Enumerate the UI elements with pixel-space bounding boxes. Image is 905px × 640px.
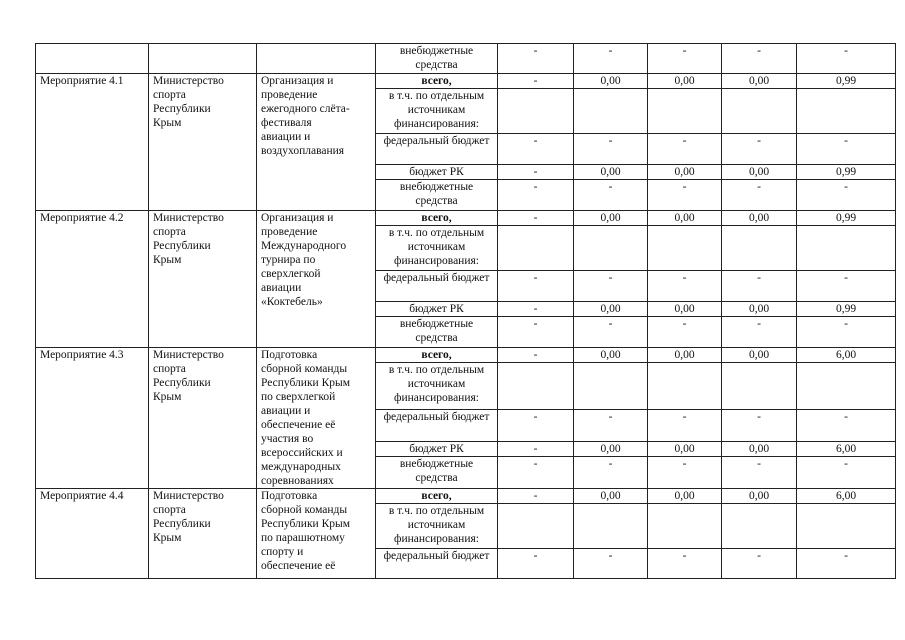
value-cell: - [797, 134, 896, 165]
value-cell: - [722, 44, 797, 74]
value-cell [574, 363, 648, 409]
name-cell: Мероприятие 4.2 [36, 211, 149, 348]
source-cell: внебюджетные средства [376, 317, 498, 348]
source-cell: всего, [376, 74, 498, 89]
value-cell [498, 226, 574, 271]
name-cell: Мероприятие 4.4 [36, 489, 149, 579]
value-cell: - [574, 134, 648, 165]
desc-cell [257, 44, 376, 74]
value-cell: 0,00 [574, 74, 648, 89]
value-cell: 0,00 [574, 165, 648, 180]
value-cell: - [722, 180, 797, 211]
value-cell: 0,00 [574, 489, 648, 504]
value-cell: - [574, 549, 648, 579]
source-cell: бюджет РК [376, 165, 498, 180]
value-cell: - [722, 457, 797, 489]
table-body [36, 44, 896, 579]
value-cell: - [574, 44, 648, 74]
value-cell: - [648, 271, 722, 302]
value-cell: - [797, 457, 896, 489]
source-cell: федеральный бюджет [376, 409, 498, 441]
value-cell: - [797, 317, 896, 348]
value-cell: - [648, 180, 722, 211]
source-cell: бюджет РК [376, 302, 498, 317]
financing-table [35, 43, 896, 579]
source-cell: федеральный бюджет [376, 134, 498, 165]
value-cell: - [498, 549, 574, 579]
value-cell: - [498, 271, 574, 302]
value-cell: 0,00 [574, 211, 648, 226]
source-cell: в т.ч. по отдельным источникам финансирования: [376, 226, 498, 271]
value-cell: - [797, 44, 896, 74]
value-cell: - [574, 180, 648, 211]
value-cell: 0,00 [648, 74, 722, 89]
value-cell [722, 89, 797, 134]
value-cell: 0,00 [722, 74, 797, 89]
value-cell: 0,00 [722, 302, 797, 317]
value-cell: 0,00 [648, 211, 722, 226]
value-cell: 0,00 [574, 441, 648, 456]
name-cell: Мероприятие 4.1 [36, 74, 149, 211]
org-cell: Министерство спорта Республики Крым [149, 489, 257, 579]
document-page [35, 43, 896, 579]
value-cell: - [797, 271, 896, 302]
value-cell: 0,00 [648, 489, 722, 504]
value-cell [498, 89, 574, 134]
value-cell: - [648, 409, 722, 441]
value-cell: - [498, 74, 574, 89]
value-cell [648, 226, 722, 271]
value-cell: - [498, 44, 574, 74]
value-cell [648, 363, 722, 409]
value-cell: 0,00 [722, 165, 797, 180]
table-row [36, 348, 896, 363]
value-cell [498, 504, 574, 549]
value-cell [722, 363, 797, 409]
value-cell: - [648, 317, 722, 348]
value-cell: 0,00 [574, 348, 648, 363]
source-cell: бюджет РК [376, 441, 498, 456]
desc-cell: Организация и проведение ежегодного слёта- фестиваля авиации и воздухоплавания [257, 74, 376, 211]
value-cell: - [648, 549, 722, 579]
value-cell: - [498, 180, 574, 211]
value-cell [574, 226, 648, 271]
value-cell: - [574, 271, 648, 302]
value-cell: - [498, 457, 574, 489]
org-cell: Министерство спорта Республики Крым [149, 74, 257, 211]
source-cell: внебюджетные средства [376, 457, 498, 489]
table-row [36, 74, 896, 89]
value-cell: 0,00 [648, 348, 722, 363]
value-cell: - [797, 549, 896, 579]
value-cell: - [722, 549, 797, 579]
desc-cell: Подготовка сборной команды Республики Крым по парашютному спорту и обеспечение её [257, 489, 376, 579]
value-cell: 0,00 [648, 302, 722, 317]
value-cell: 6,00 [797, 441, 896, 456]
value-cell: - [722, 317, 797, 348]
org-cell: Министерство спорта Республики Крым [149, 348, 257, 489]
source-cell: в т.ч. по отдельным источникам финансирования: [376, 89, 498, 134]
value-cell: 0,00 [648, 165, 722, 180]
value-cell [574, 89, 648, 134]
value-cell: - [797, 180, 896, 211]
value-cell: - [498, 409, 574, 441]
table-row [36, 44, 896, 74]
value-cell: - [498, 165, 574, 180]
value-cell [648, 89, 722, 134]
value-cell: - [574, 317, 648, 348]
value-cell: 6,00 [797, 348, 896, 363]
value-cell: 0,99 [797, 302, 896, 317]
value-cell [797, 226, 896, 271]
source-cell: всего, [376, 489, 498, 504]
source-cell: внебюджетные средства [376, 44, 498, 74]
value-cell: - [722, 134, 797, 165]
value-cell: - [722, 271, 797, 302]
value-cell: - [574, 457, 648, 489]
value-cell: - [722, 409, 797, 441]
value-cell: 0,00 [722, 441, 797, 456]
value-cell [648, 504, 722, 549]
value-cell [574, 504, 648, 549]
desc-cell: Организация и проведение Международного турнира по сверхлегкой авиации «Коктебель» [257, 211, 376, 348]
value-cell: 0,00 [574, 302, 648, 317]
value-cell: 0,00 [648, 441, 722, 456]
value-cell [797, 363, 896, 409]
org-cell [149, 44, 257, 74]
value-cell: 0,00 [722, 348, 797, 363]
value-cell: - [648, 44, 722, 74]
name-cell [36, 44, 149, 74]
value-cell [797, 504, 896, 549]
source-cell: всего, [376, 348, 498, 363]
value-cell: 6,00 [797, 489, 896, 504]
value-cell [722, 504, 797, 549]
value-cell: - [498, 489, 574, 504]
desc-cell: Подготовка сборной команды Республики Крым по сверхлегкой авиации и обеспечение её участия во всероссийских и международных соревнованиях [257, 348, 376, 489]
org-cell: Министерство спорта Республики Крым [149, 211, 257, 348]
value-cell: 0,99 [797, 74, 896, 89]
source-cell: внебюджетные средства [376, 180, 498, 211]
name-cell: Мероприятие 4.3 [36, 348, 149, 489]
source-cell: федеральный бюджет [376, 271, 498, 302]
value-cell: - [498, 211, 574, 226]
table-row [36, 489, 896, 504]
source-cell: федеральный бюджет [376, 549, 498, 579]
value-cell: - [797, 409, 896, 441]
value-cell: - [498, 348, 574, 363]
value-cell: - [648, 134, 722, 165]
value-cell: 0,00 [722, 489, 797, 504]
table-row [36, 211, 896, 226]
source-cell: в т.ч. по отдельным источникам финансирования: [376, 504, 498, 549]
value-cell: 0,99 [797, 211, 896, 226]
value-cell: - [574, 409, 648, 441]
value-cell: - [498, 302, 574, 317]
value-cell: - [648, 457, 722, 489]
value-cell: 0,99 [797, 165, 896, 180]
value-cell: 0,00 [722, 211, 797, 226]
value-cell [797, 89, 896, 134]
value-cell: - [498, 441, 574, 456]
value-cell [722, 226, 797, 271]
source-cell: в т.ч. по отдельным источникам финансирования: [376, 363, 498, 409]
value-cell: - [498, 317, 574, 348]
value-cell: - [498, 134, 574, 165]
value-cell [498, 363, 574, 409]
source-cell: всего, [376, 211, 498, 226]
